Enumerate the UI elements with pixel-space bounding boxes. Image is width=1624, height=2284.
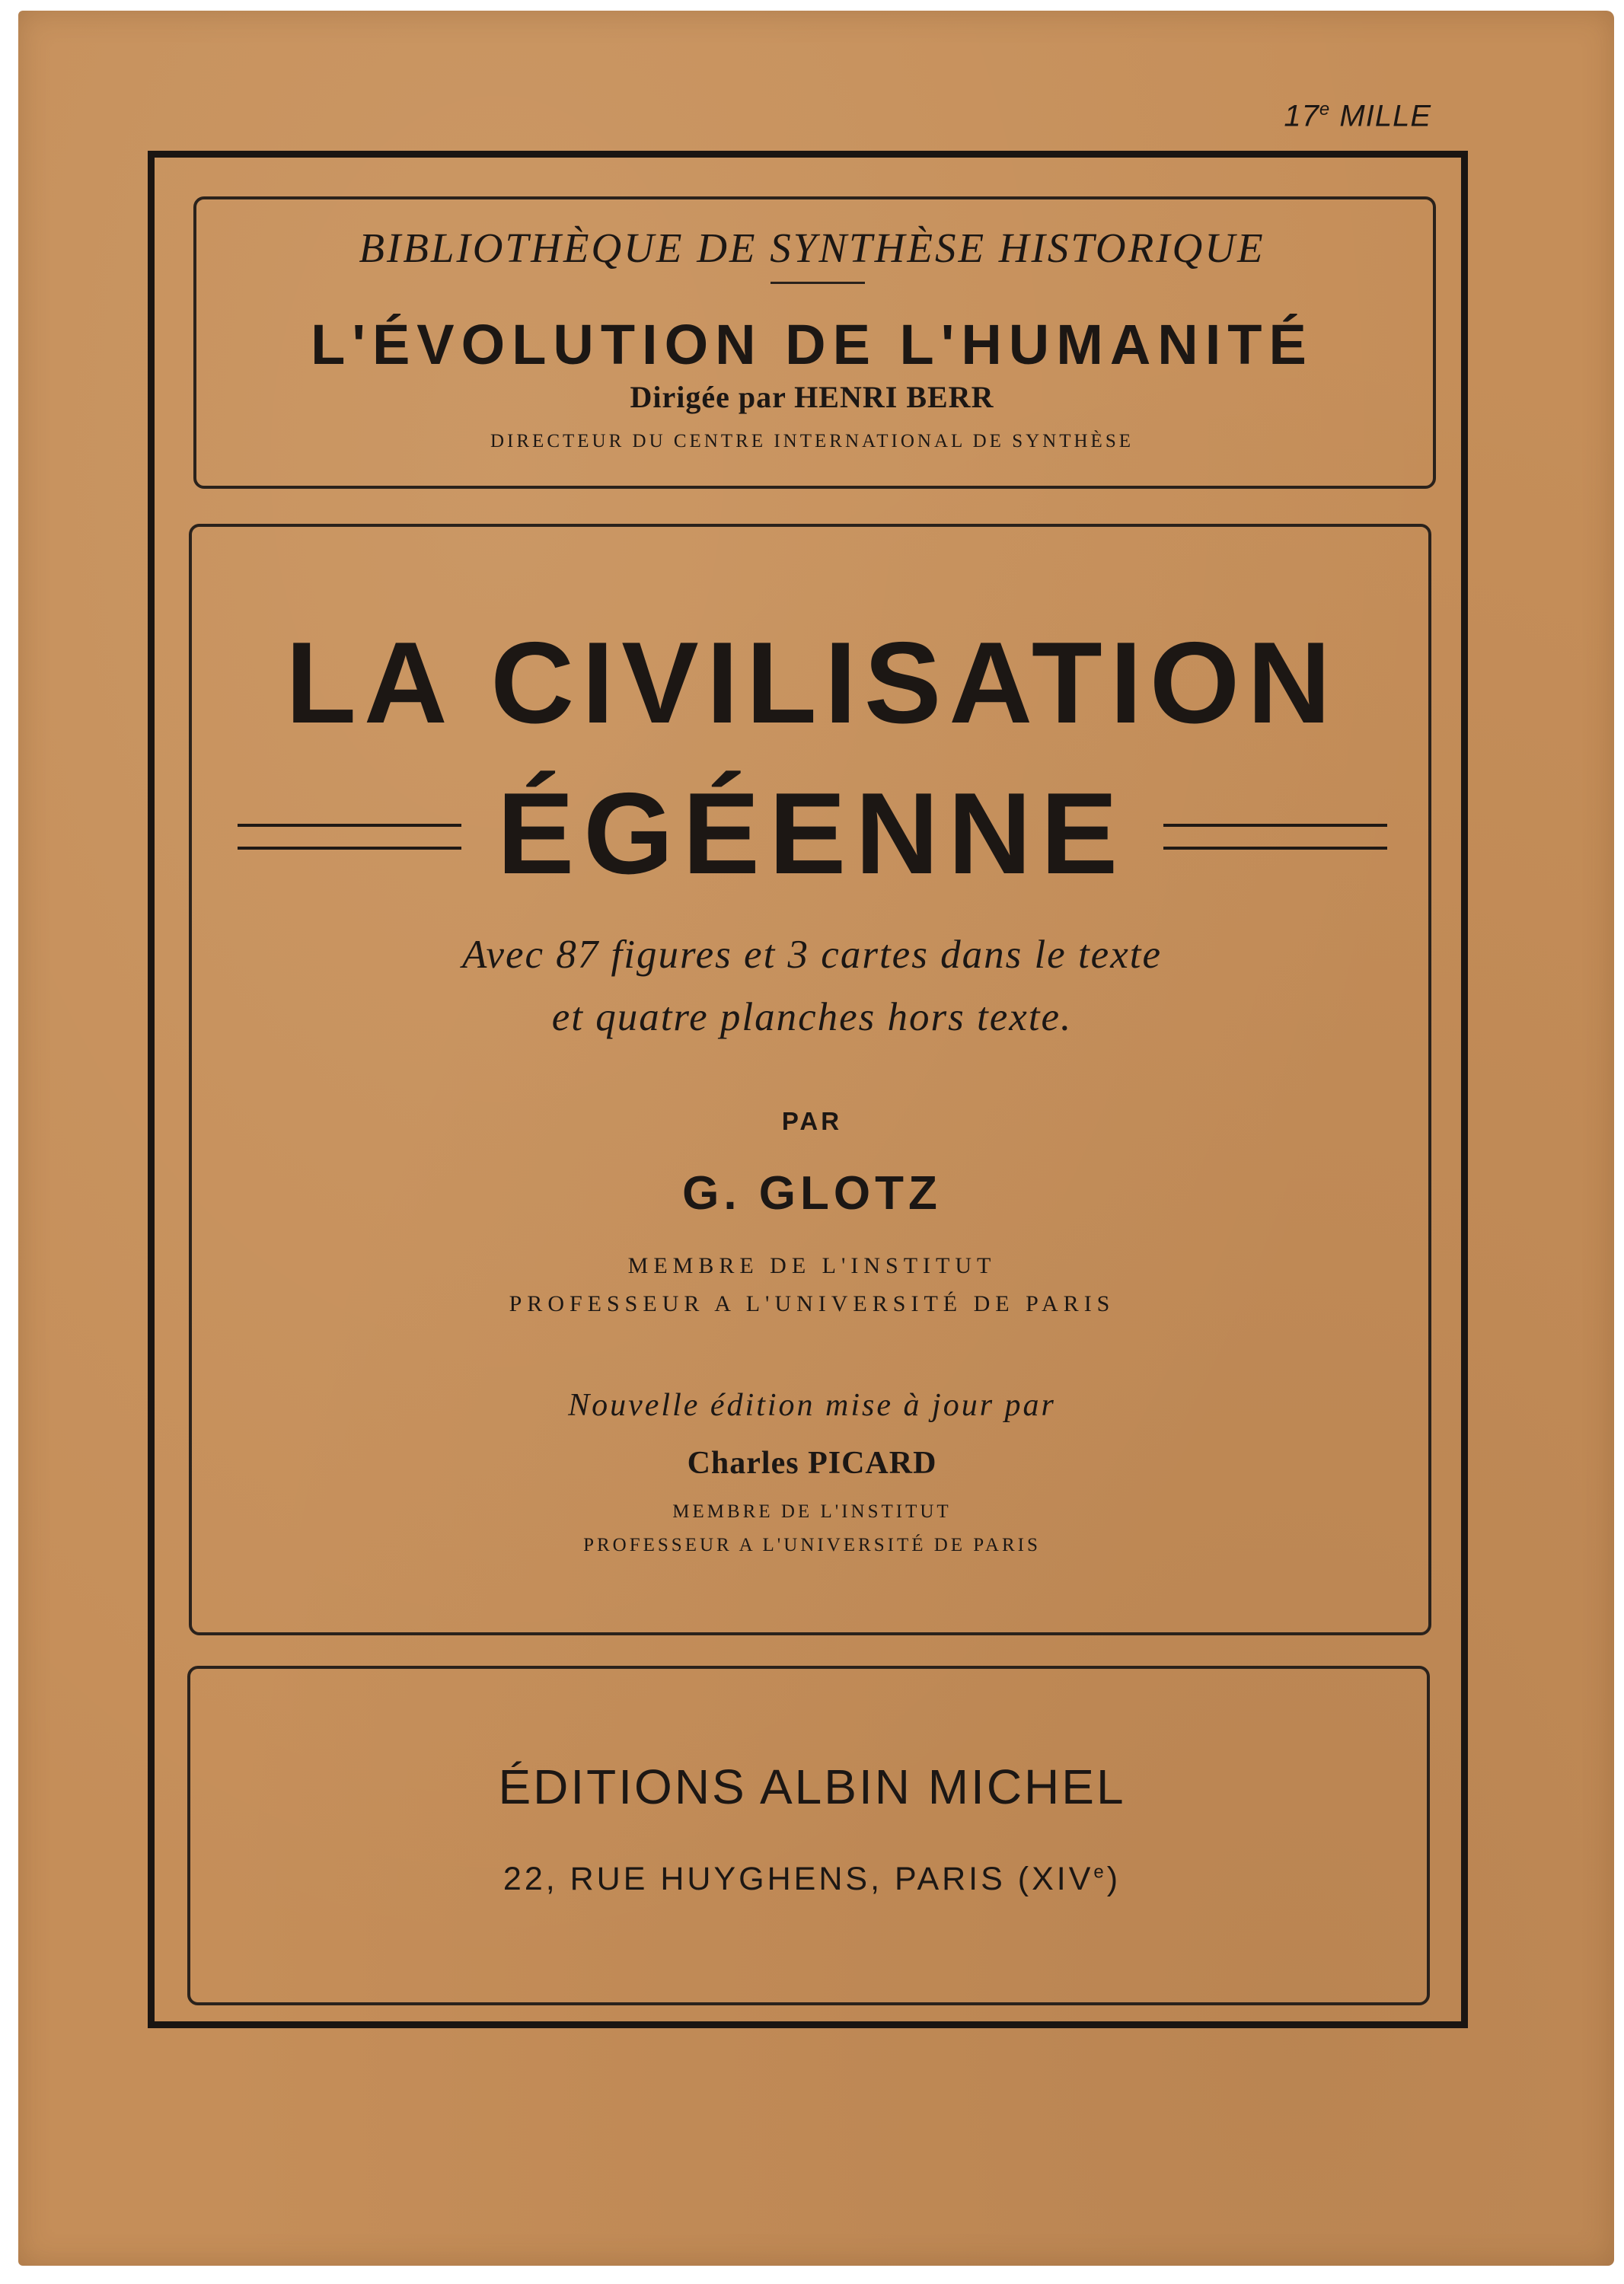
edition-mark-superscript: e: [1319, 99, 1331, 120]
publisher-address: [0, 1861, 1624, 1898]
reviser-title-1: MEMBRE DE L'INSTITUT: [672, 1501, 952, 1522]
series-director-title: DIRECTEUR DU CENTRE INTERNATIONAL DE SYNTHÈSE: [490, 431, 1134, 451]
by-label: PAR: [781, 1107, 843, 1135]
author-name: G. GLOTZ: [682, 1167, 942, 1220]
reviser-name: Charles PICARD: [687, 1446, 937, 1481]
new-edition-note: Nouvelle édition mise à jour par: [568, 1388, 1056, 1423]
publisher-name: ÉDITIONS ALBIN MICHEL: [498, 1759, 1126, 1814]
address-end: ): [1106, 1861, 1121, 1897]
edition-mark: [1203, 99, 1431, 133]
subtitle-line-2: et quatre planches hors texte.: [551, 995, 1073, 1039]
book-title-line-2: ÉGÉENNE: [496, 769, 1128, 898]
author-title-2: PROFESSEUR A L'UNIVERSITÉ DE PARIS: [509, 1291, 1115, 1316]
edition-mark-word: MILLE: [1330, 99, 1431, 133]
series-underline: [771, 282, 865, 284]
address-superscript: e: [1093, 1861, 1107, 1883]
author-title-1: MEMBRE DE L'INSTITUT: [627, 1253, 997, 1278]
book-title-line-1: LA CIVILISATION: [286, 618, 1338, 748]
publisher-panel: [187, 1666, 1430, 2005]
series-director: Dirigée par HENRI BERR: [630, 380, 994, 414]
title-rule-left-top: [238, 824, 461, 827]
series-name: BIBLIOTHÈQUE DE SYNTHÈSE HISTORIQUE: [359, 225, 1265, 271]
title-rule-left-bottom: [238, 847, 461, 850]
subtitle-line-1: Avec 87 figures et 3 cartes dans le texte: [462, 933, 1162, 977]
reviser-title-2: PROFESSEUR A L'UNIVERSITÉ DE PARIS: [583, 1535, 1041, 1555]
edition-mark-number: 17: [1284, 99, 1319, 133]
title-rule-right-top: [1163, 824, 1387, 827]
collection-name: L'ÉVOLUTION DE L'HUMANITÉ: [311, 313, 1313, 376]
address-main: 22, RUE HUYGHENS, PARIS (XIV: [503, 1861, 1094, 1897]
title-rule-right-bottom: [1163, 847, 1387, 850]
